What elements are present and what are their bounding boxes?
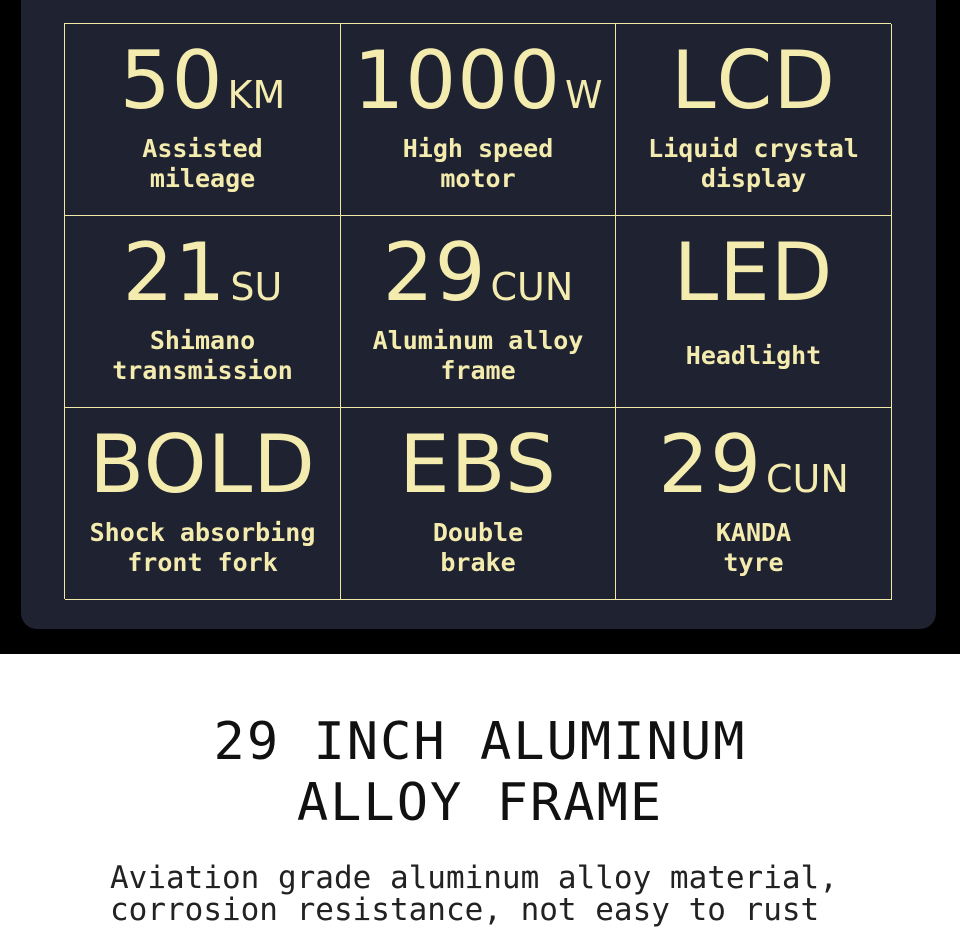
- spec-cell-mileage: [65, 24, 341, 216]
- spec-unit: KM: [227, 73, 286, 117]
- spec-value: EBS: [399, 418, 557, 511]
- spec-cell-frame: [341, 216, 616, 408]
- spec-value: LCD: [670, 34, 837, 127]
- spec-value: 1000: [353, 34, 561, 127]
- spec-caption: KANDA tyre: [715, 518, 792, 577]
- spec-unit: CUN: [490, 265, 574, 309]
- section-heading: 29 INCH ALUMINUM ALLOY FRAME: [213, 712, 747, 833]
- spec-caption: Liquid crystal display: [648, 134, 859, 193]
- spec-cell-motor: [341, 24, 616, 216]
- spec-value: LED: [673, 226, 834, 319]
- spec-caption: Headlight: [685, 341, 822, 370]
- spec-caption: High speed motor: [402, 134, 554, 193]
- frame-section: [0, 654, 960, 928]
- spec-caption: Shock absorbing front fork: [89, 518, 316, 577]
- spec-value: 29: [382, 226, 487, 319]
- spec-cell-brake: [341, 408, 616, 600]
- spec-value: 50: [119, 34, 224, 127]
- spec-unit: CUN: [766, 457, 849, 501]
- spec-caption: Shimano transmission: [112, 326, 293, 385]
- spec-cell-display: [616, 24, 892, 216]
- spec-grid: [64, 23, 891, 599]
- spec-caption: Aluminum alloy frame: [372, 326, 584, 385]
- spec-value: 29: [658, 418, 762, 511]
- spec-cell-fork: [65, 408, 341, 600]
- spec-caption: Double brake: [432, 518, 524, 577]
- spec-caption: Assisted mileage: [142, 134, 263, 193]
- spec-unit: SU: [230, 265, 283, 309]
- spec-value: BOLD: [89, 418, 316, 511]
- section-description: Aviation grade aluminum alloy material, corrosion resistance, not easy to rust: [110, 860, 838, 928]
- spec-value: 21: [122, 226, 227, 319]
- spec-cell-tyre: [616, 408, 892, 600]
- spec-unit: W: [565, 73, 603, 117]
- spec-cell-headlight: [616, 216, 892, 408]
- spec-cell-transmission: [65, 216, 341, 408]
